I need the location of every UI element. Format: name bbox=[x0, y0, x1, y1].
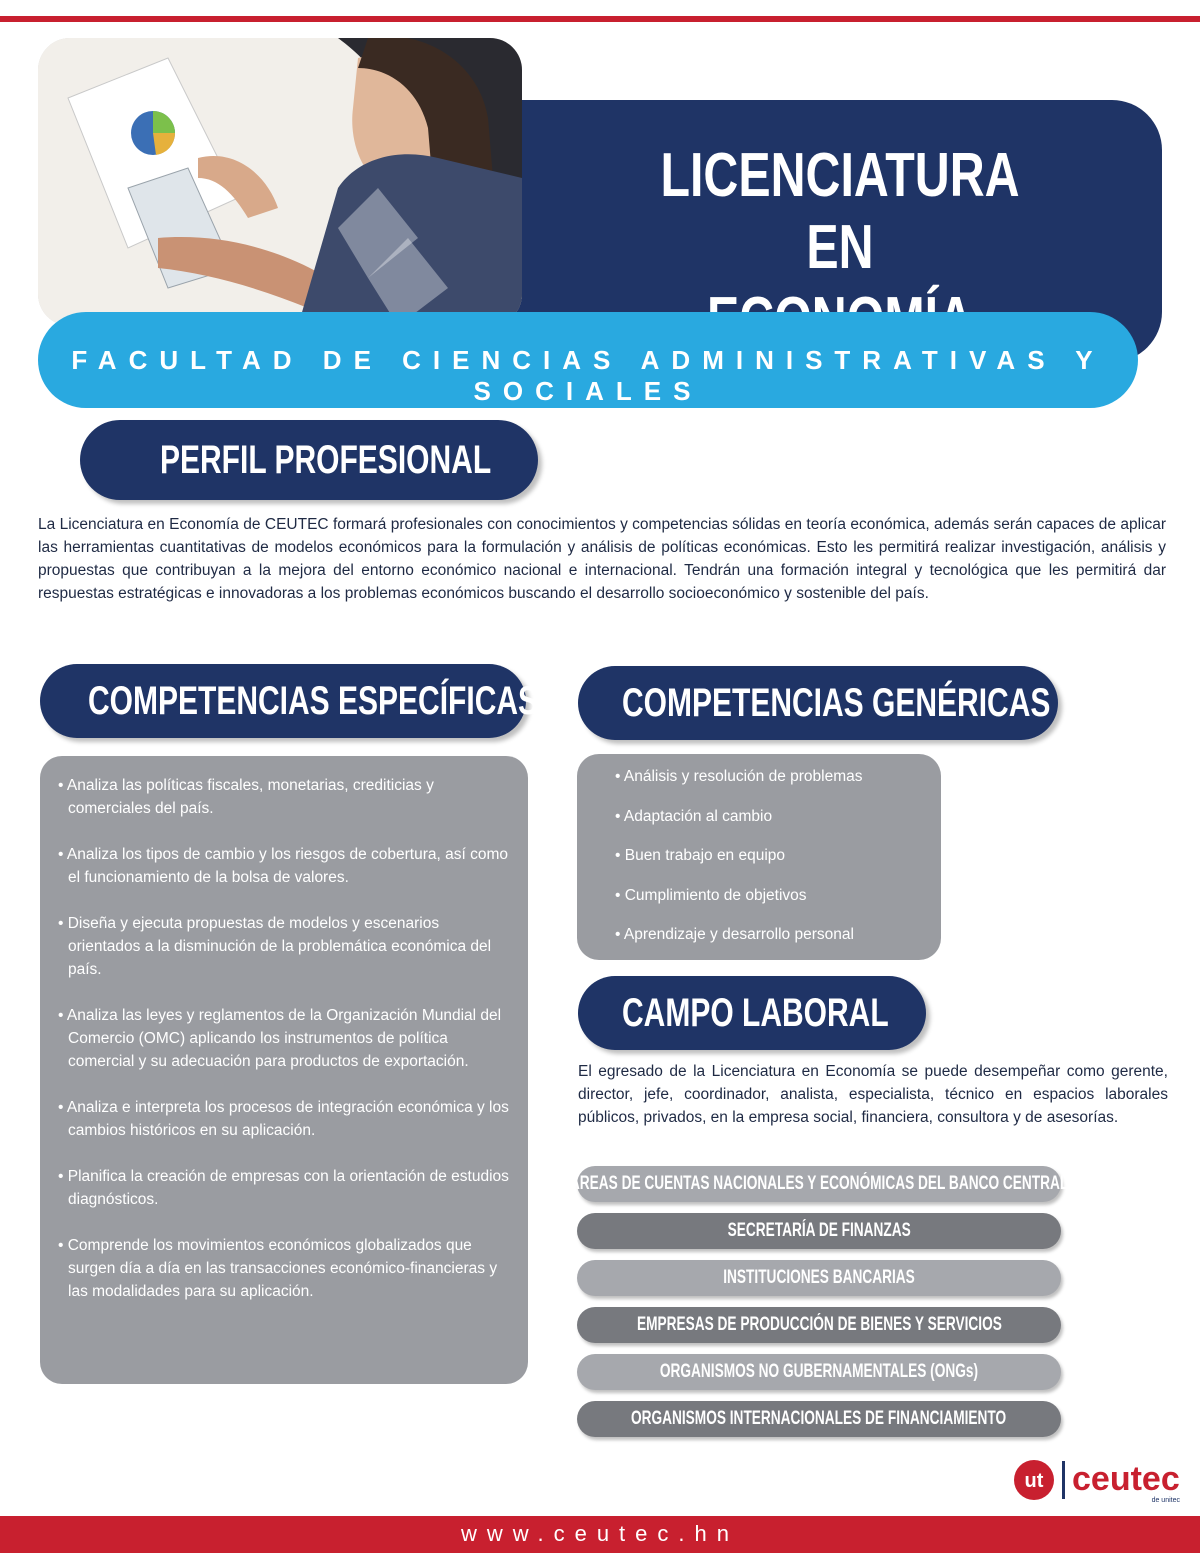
list-item: • Analiza las políticas fiscales, monetarias, crediticias y comerciales del país. bbox=[58, 777, 434, 817]
program-title-line1: LICENCIATURA EN bbox=[660, 141, 1020, 282]
list-item: • Buen trabajo en equipo bbox=[615, 847, 786, 864]
area-label: ÁREAS DE CUENTAS NACIONALES Y ECONÓMICAS DEL BANCO CENTRAL bbox=[569, 1173, 1069, 1194]
area-pill bbox=[577, 1260, 1061, 1296]
area-pill bbox=[577, 1213, 1061, 1249]
faculty-name: FACULTAD DE CIENCIAS ADMINISTRATIVAS Y SOCIALES bbox=[71, 345, 1105, 406]
logo-mark-text: ut bbox=[1024, 1470, 1044, 1492]
perfil-heading-pill bbox=[80, 420, 538, 500]
hero-photo bbox=[38, 38, 522, 326]
list-item: • Analiza los tipos de cambio y los riesgos de cobertura, así como el funcionamiento de la bolsa de valores. bbox=[58, 846, 508, 886]
list-item: • Análisis y resolución de problemas bbox=[615, 768, 863, 785]
website-url[interactable]: www.ceutec.hn bbox=[461, 1521, 739, 1546]
campo-heading: CAMPO LABORAL bbox=[622, 990, 889, 1035]
campo-heading-pill bbox=[578, 976, 926, 1050]
especificas-heading: COMPETENCIAS ESPECÍFICAS bbox=[88, 678, 539, 723]
list-item: • Analiza las leyes y reglamentos de la Organización Mundial del Comercio (OMC) aplicando los instrumentos de política comercial y su adecuación para productos de exportación. bbox=[58, 1007, 502, 1070]
ceutec-logo-mark bbox=[1010, 1455, 1190, 1505]
area-pill bbox=[569, 1166, 1069, 1202]
genericas-heading: COMPETENCIAS GENÉRICAS bbox=[622, 680, 1051, 725]
hero-photo-illustration bbox=[38, 38, 522, 326]
list-item: • Cumplimiento de objetivos bbox=[615, 886, 807, 904]
logo-subtext: de unitec bbox=[1151, 1497, 1180, 1504]
area-pill bbox=[577, 1401, 1061, 1437]
top-red-line bbox=[0, 16, 1200, 22]
area-label: ORGANISMOS INTERNACIONALES DE FINANCIAMIENTO bbox=[631, 1408, 1007, 1429]
list-item: • Adaptación al cambio bbox=[615, 807, 773, 825]
area-label: INSTITUCIONES BANCARIAS bbox=[723, 1267, 915, 1288]
logo-wordmark: ceutec bbox=[1072, 1460, 1180, 1498]
campo-paragraph: El egresado de la Licenciatura en Economía se puede desempeñar como gerente, director, jefe, coordinador, analista, especialista, técnico en espacios laborales públicos, privados, en la empresa social, financiera, consultora y de asesorías. bbox=[578, 1063, 1168, 1126]
especificas-list bbox=[58, 774, 510, 1326]
list-item: • Comprende los movimientos económicos globalizados que surgen día a día en las transacciones económico-financieras y las modalidades para su aplicación. bbox=[58, 1237, 498, 1300]
areas-list bbox=[569, 1166, 1069, 1448]
area-pill bbox=[577, 1354, 1061, 1390]
area-pill bbox=[577, 1307, 1061, 1343]
area-label: SECRETARÍA DE FINANZAS bbox=[727, 1220, 911, 1241]
genericas-heading-pill bbox=[578, 666, 1058, 740]
perfil-paragraph: La Licenciatura en Economía de CEUTEC formará profesionales con conocimientos y competencias sólidas en teoría económica, además serán capaces de aplicar las herramientas cuantitativas de modelos económicos para la formulación y análisis de políticas económicas. Esto les permitirá realizar investigación, análisis y propuestas que contribuyan a la mejora del entorno económico nacional e internacional. Tendrán una formación integral y tecnológica que les permitirá dar respuestas estratégicas e innovadoras a los problemas económicos buscando el desarrollo socioeconómico y sostenible del país. bbox=[38, 516, 1166, 602]
list-item: • Diseña y ejecuta propuestas de modelos y escenarios orientados a la disminución de la problemática económica del país. bbox=[58, 915, 492, 978]
area-label: EMPRESAS DE PRODUCCIÓN DE BIENES Y SERVICIOS bbox=[636, 1314, 1002, 1335]
list-item: • Aprendizaje y desarrollo personal bbox=[615, 926, 854, 943]
list-item: • Planifica la creación de empresas con la orientación de estudios diagnósticos. bbox=[58, 1168, 509, 1208]
ceutec-logo bbox=[1010, 1455, 1190, 1505]
genericas-list bbox=[615, 766, 935, 964]
list-item: • Analiza e interpreta los procesos de integración económica y los cambios históricos en su aplicación. bbox=[58, 1099, 509, 1139]
perfil-heading: PERFIL PROFESIONAL bbox=[160, 437, 492, 482]
especificas-heading-pill bbox=[40, 664, 539, 738]
area-label: ORGANISMOS NO GUBERNAMENTALES (ONGs) bbox=[659, 1361, 979, 1382]
